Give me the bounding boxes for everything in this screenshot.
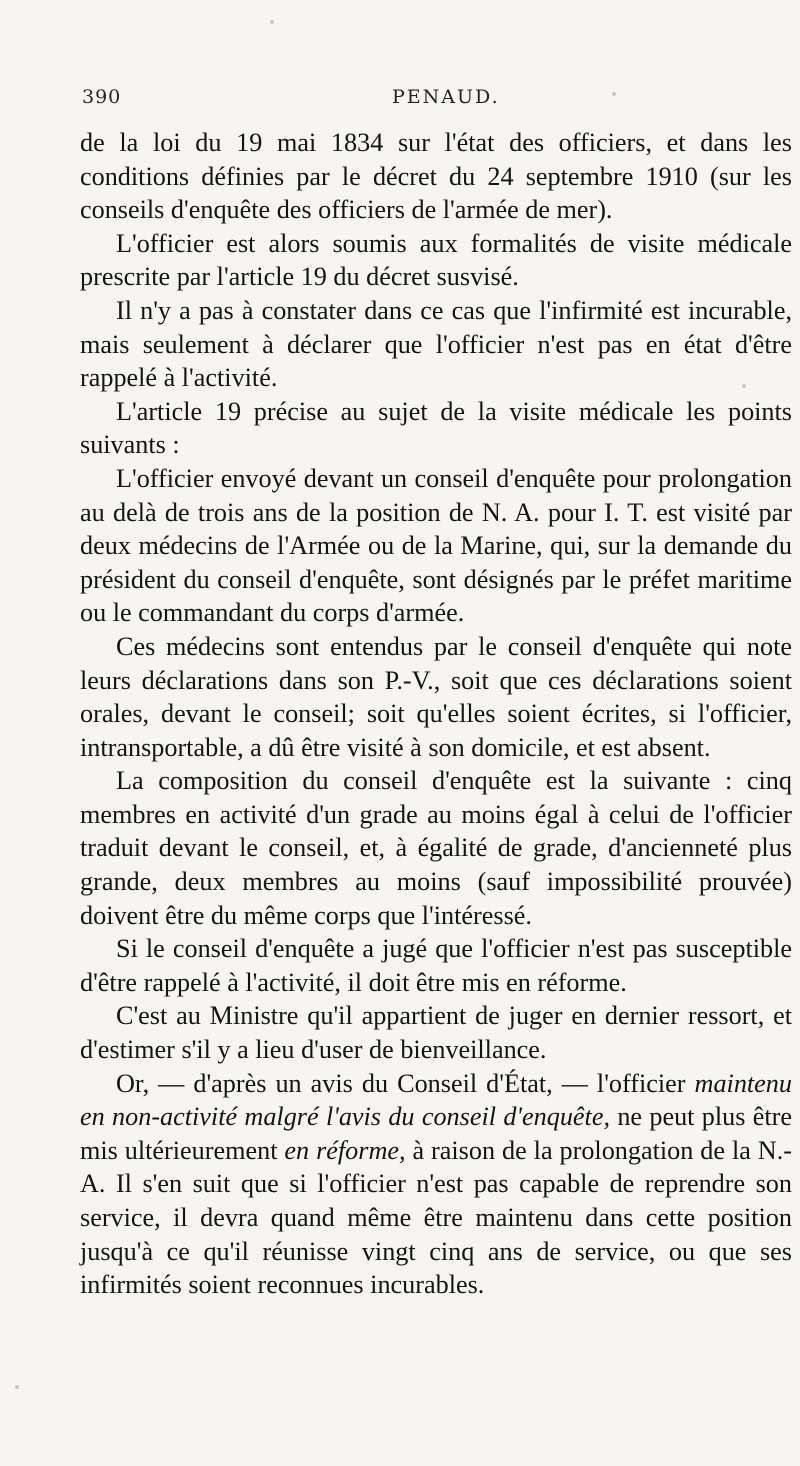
page-number: 390 [82,86,122,108]
italic-run: maintenu en non-activité malgré l'avis du conseil d'enquête, [80,1068,792,1132]
paper-speck [612,92,616,96]
paragraph: La composition du conseil d'enquête est la suivante : cinq membres en activité d'un grade au moins égal à celui de l'officier traduit devant le conseil, et, à égalité de grade, d'ancienneté plus grande, deux membres au moins (sauf impossibilité prouvée) doivent être du même corps que l'intéressé. [80,766,792,930]
running-title: PENAUD. [392,86,500,108]
paragraph: Si le conseil d'enquête a jugé que l'officier n'est pas susceptible d'être rappelé à l'activité, il doit être mis en réforme. [80,934,792,997]
text-run: ne peut plus être mis ultérieurement [80,1102,792,1165]
text-run: à raison de la prolongation de la N.-A. Il s'en suit que si l'officier n'est pas capable de reprendre son service, il devra quand même être maintenu dans cette position jusqu'à ce qu'il réunisse vingt cinq ans de service, ou que ses infirmités soient reconnues incurables. [80,1135,792,1300]
paragraph: L'officier est alors soumis aux formalités de visite médicale prescrite par l'article 19 du décret susvisé. [80,228,792,292]
paper-speck [742,384,746,388]
paragraph: Ces médecins sont entendus par le conseil d'enquête qui note leurs déclarations dans son P.-V., soit que ces déclarations soient orales, devant le conseil; soit qu'elles soient écrites, si l'officier, intransportable, a dû être visité à son domicile, et est absent. [80,631,792,762]
paragraph: Il n'y a pas à constater dans ce cas que l'infirmité est incurable, mais seulement à déclarer que l'officier n'est pas en état d'être rappelé à l'activité. [80,295,792,393]
text-run: Or, — d'après un avis du Conseil d'État, — l'officier [116,1068,695,1098]
italic-run: en réforme, [284,1135,406,1165]
page-body [80,126,792,1302]
paragraph-final [80,1067,792,1302]
paragraph: L'officier envoyé devant un conseil d'enquête pour prolongation au delà de trois ans de la position de N. A. pour I. T. est visité par deux médecins de l'Armée ou de la Marine, qui, sur la demande du président du conseil d'enquête, sont désignés par le préfet maritime ou le commandant du corps d'armée. [80,463,792,628]
paper-speck [270,20,274,24]
page-header [82,86,772,116]
paper-speck [15,1385,19,1389]
paragraph: C'est au Ministre qu'il appartient de juger en dernier ressort, et d'estimer s'il y a lieu d'user de bienveillance. [80,1001,792,1065]
paragraph: de la loi du 19 mai 1834 sur l'état des officiers, et dans les conditions définies par le décret du 24 septembre 1910 (sur les conseils d'enquête des officiers de l'armée de mer). [80,128,792,225]
paragraph: L'article 19 précise au sujet de la visite médicale les points suivants : [80,396,792,460]
